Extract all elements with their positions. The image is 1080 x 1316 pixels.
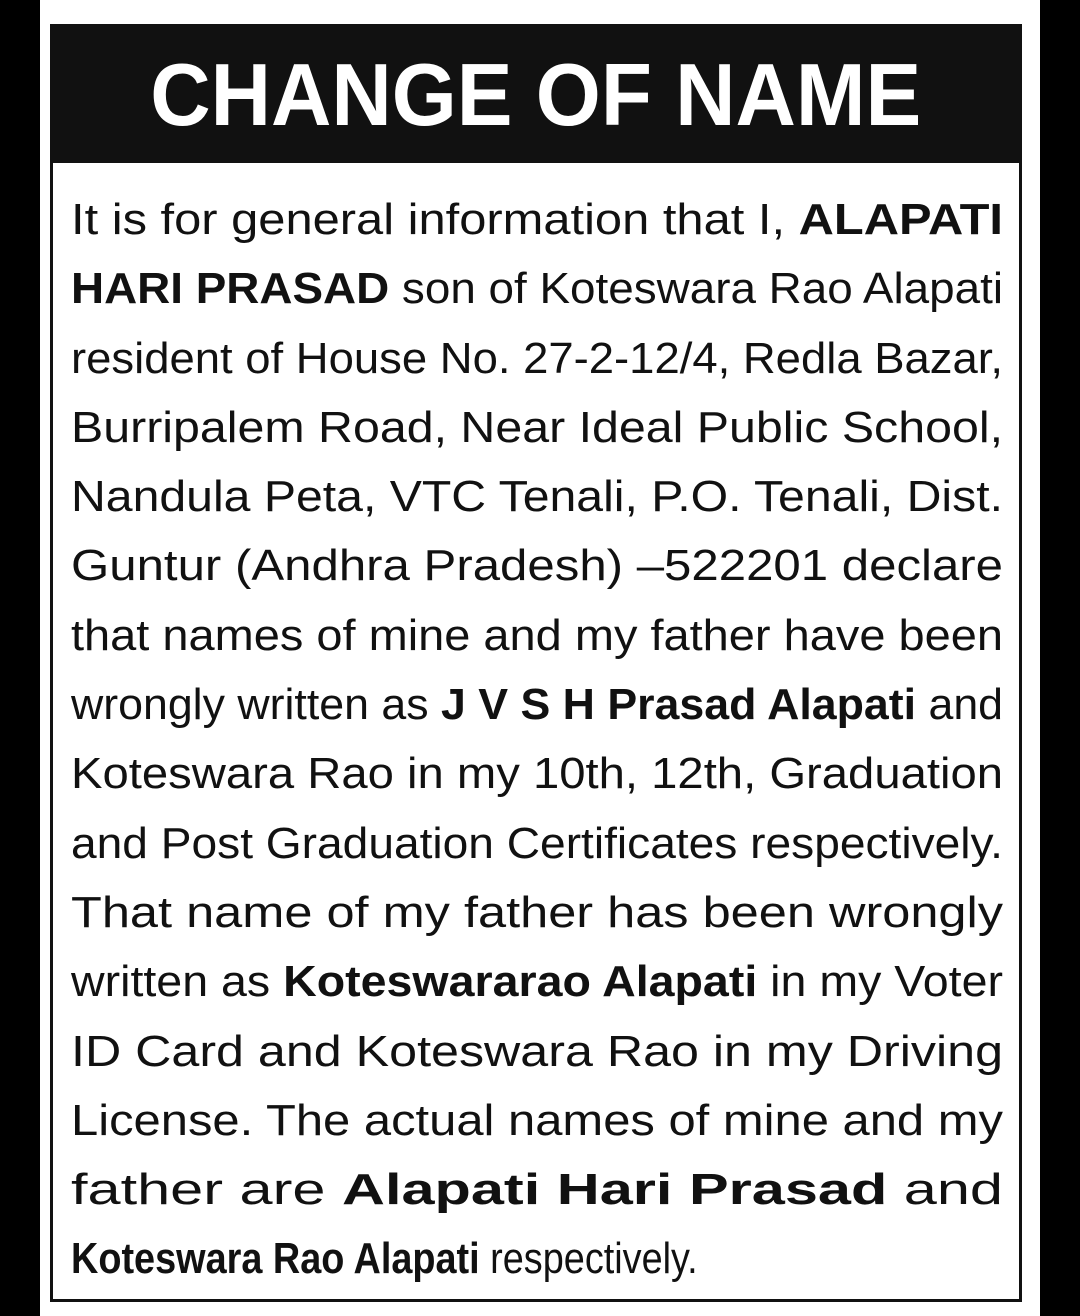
newspaper-clipping	[40, 0, 1040, 1316]
notice-text: and	[916, 680, 1004, 730]
notice-line	[71, 531, 1003, 600]
notice-text: Nandula Peta, VTC Tenali, P.O. Tenali, Dist.	[71, 472, 1003, 522]
bold-name-text: HARI PRASAD	[71, 264, 390, 314]
bold-name-text: Koteswara Rao Alapati	[71, 1234, 480, 1284]
notice-line	[71, 1224, 1003, 1293]
notice-line	[71, 324, 1003, 393]
notice-text: It is for general information that I,	[71, 195, 799, 244]
notice-line	[71, 1086, 1003, 1155]
notice-text: resident of House No. 27-2-12/4, Redla Bazar,	[71, 333, 1004, 383]
notice-line	[71, 254, 1003, 323]
notice-line	[71, 739, 1003, 808]
notice-line	[71, 462, 1003, 531]
notice-text: Koteswara Rao in my 10th, 12th, Graduation	[71, 749, 1004, 799]
bold-name-text: Koteswararao Alapati	[283, 957, 758, 1007]
notice-text: Burripalem Road, Near Ideal Public School,	[71, 402, 1003, 452]
notice-body	[71, 185, 1003, 1294]
notice-line	[71, 601, 1003, 670]
notice-title: CHANGE OF NAME	[150, 45, 922, 144]
notice-text: ID Card and Koteswara Rao in my Driving	[71, 1026, 1004, 1076]
notice-line	[71, 670, 1003, 739]
title-banner	[53, 27, 1019, 163]
notice-text: in my Voter	[757, 957, 1003, 1007]
bold-name-text: J V S H Prasad Alapati	[440, 680, 917, 730]
notice-line	[71, 809, 1003, 878]
notice-text: that names of mine and my father have been	[71, 610, 1003, 660]
notice-text: License. The actual names of mine and my	[71, 1095, 1003, 1145]
notice-text: father are	[71, 1165, 343, 1215]
notice-text: son of Koteswara Rao Alapati	[389, 264, 1004, 314]
change-of-name-notice	[50, 24, 1022, 1302]
notice-line	[71, 878, 1003, 947]
notice-line	[71, 1017, 1003, 1086]
notice-text: Guntur (Andhra Pradesh) –522201 declare	[71, 541, 1004, 591]
notice-text: and Post Graduation Certificates respectively.	[71, 818, 1003, 868]
notice-text: That name of my father has been wrongly	[71, 887, 1003, 937]
notice-text: respectively.	[479, 1234, 698, 1284]
notice-line	[71, 947, 1003, 1016]
bold-name-text: ALAPATI	[798, 195, 1003, 244]
notice-text: and	[887, 1165, 1003, 1215]
notice-text: written as	[71, 957, 284, 1007]
bold-name-text: Alapati Hari Prasad	[342, 1165, 888, 1215]
notice-text: wrongly written as	[71, 680, 441, 730]
notice-line	[71, 1155, 1003, 1224]
notice-line	[71, 393, 1003, 462]
notice-line	[71, 185, 1003, 254]
